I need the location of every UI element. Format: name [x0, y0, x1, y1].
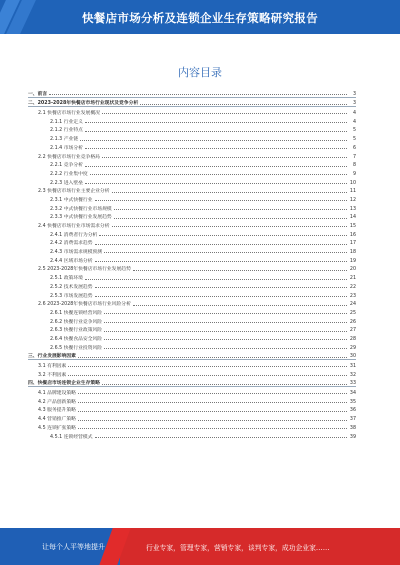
toc-page-number: 28 [349, 336, 356, 342]
toc-entry-text: 一、前言 [28, 91, 48, 97]
toc-page-number: 12 [349, 197, 356, 203]
toc-entry-text: 2.2.1 竞争分析 [50, 163, 83, 169]
toc-entry-text: 2.4.4 区域市场分析 [50, 258, 93, 264]
toc-entry-text: 2.1.3 产业链 [50, 137, 79, 143]
toc-leader-dots [85, 148, 347, 149]
toc-entry[interactable] [28, 229, 356, 238]
toc-entry[interactable] [28, 431, 356, 440]
toc-leader-dots [104, 322, 347, 323]
toc-entry-text: 2.3.2 中式快餐行业市场规模 [50, 206, 112, 212]
toc-page-number: 27 [349, 328, 356, 334]
toc-page-number: 16 [349, 232, 356, 238]
toc-leader-dots [85, 183, 347, 184]
toc-leader-dots [114, 218, 347, 219]
toc-entry[interactable] [28, 369, 356, 378]
toc-leader-dots [80, 140, 347, 141]
toc-entry[interactable] [28, 396, 356, 405]
toc-page-number: 37 [349, 417, 356, 423]
toc-leader-dots [85, 279, 347, 280]
toc-entry[interactable] [28, 133, 356, 142]
toc-leader-dots [95, 287, 347, 288]
toc-leader-dots [68, 375, 347, 376]
toc-entry[interactable] [28, 88, 356, 98]
toc-page-number: 19 [349, 258, 356, 264]
footer-tagline: 行业专家，管理专家，营销专家，谈判专家，成功企业家…… [146, 544, 330, 552]
toc-entry-text: 2.4.3 市场需求规模预测 [50, 250, 103, 256]
toc-leader-dots [104, 339, 347, 340]
toc-entry[interactable] [28, 325, 356, 334]
toc-page-number: 30 [349, 354, 356, 360]
toc-entry[interactable] [28, 107, 356, 116]
toc-entry[interactable] [28, 413, 356, 422]
toc-leader-dots [133, 270, 347, 271]
toc-entry-text: 3.1 有利因素 [38, 364, 67, 369]
toc-entry-text: 2.5 2023-2028年快餐店市场行业发展趋势 [38, 267, 131, 273]
toc-entry-text: 2.6.2 快餐行业竞争风险 [50, 319, 103, 325]
toc-leader-dots [68, 366, 347, 367]
toc-leader-dots [104, 348, 347, 349]
toc-entry[interactable] [28, 116, 356, 125]
toc-entry-text: 4.4 营销推广策略 [38, 417, 76, 423]
toc-page-number: 5 [352, 137, 356, 143]
toc-page-number: 20 [349, 267, 356, 273]
toc-entry[interactable] [28, 186, 356, 195]
toc-page-number: 23 [349, 293, 356, 299]
toc-entry-text: 2.2.2 行业集中度 [50, 171, 88, 177]
page-footer [0, 528, 400, 565]
toc-entry[interactable] [28, 405, 356, 414]
toc-leader-dots [99, 235, 347, 236]
toc-leader-dots [78, 428, 347, 429]
toc-page-number: 10 [349, 180, 356, 186]
toc-entry-text: 2.1 快餐店市场行业发展概况 [38, 111, 100, 117]
toc-page-number: 3 [352, 101, 356, 107]
toc-entry-text: 4.1 品牌建设策略 [38, 391, 76, 397]
toc-entry-text: 4.2 产品创新策略 [38, 399, 76, 405]
toc-entry-text: 4.3 服务提升策略 [38, 408, 76, 414]
toc-leader-dots [133, 305, 347, 306]
toc-page-number: 32 [349, 372, 356, 378]
toc-leader-dots [78, 357, 347, 358]
toc-entry[interactable] [28, 299, 356, 308]
toc-entry-text: 2.1.4 市场分析 [50, 145, 83, 151]
toc-page-number: 13 [349, 206, 356, 212]
toc-entry-text: 2.6.1 快餐连锁经营风险 [50, 310, 103, 316]
document-title: 快餐店市场分析及连锁企业生存策略研究报告 [82, 11, 318, 25]
toc-entry-text: 2.4 快餐店市场行业市场需求分析 [38, 224, 110, 229]
toc-page-number: 29 [349, 345, 356, 351]
toc-leader-dots [104, 313, 347, 314]
toc-entry[interactable] [28, 220, 356, 229]
toc-entry[interactable] [28, 422, 356, 431]
toc-entry-text: 2.1.1 行业定义 [50, 119, 83, 125]
toc-entry-text: 三、行业发展影响因素 [28, 354, 76, 360]
toc-entry[interactable] [28, 125, 356, 134]
toc-entry-text: 2.6 2023-2028年快餐店市场行业风险分析 [38, 302, 131, 308]
toc-leader-dots [95, 296, 347, 297]
toc-entry-text: 二、2023-2028年快餐店市场行业现状及竞争分析 [28, 101, 139, 107]
toc-entry[interactable] [28, 194, 356, 203]
toc-leader-dots [49, 94, 347, 95]
toc-entry[interactable] [28, 264, 356, 273]
toc-entry-text: 2.6.5 快餐行业投资风险 [50, 345, 103, 351]
toc-entry[interactable] [28, 142, 356, 151]
toc-entry[interactable] [28, 203, 356, 212]
table-of-contents [28, 88, 356, 440]
toc-page-number: 15 [349, 224, 356, 229]
toc-entry-text: 四、快餐店市场连锁企业生存策略 [28, 381, 100, 387]
toc-page-number: 33 [349, 381, 356, 387]
toc-page-number: 31 [349, 364, 356, 369]
toc-entry[interactable] [28, 378, 356, 388]
toc-page-number: 5 [352, 128, 356, 134]
toc-page-number: 4 [352, 119, 356, 125]
toc-leader-dots [95, 261, 347, 262]
toc-entry[interactable] [28, 98, 356, 108]
toc-page-number: 6 [352, 145, 356, 151]
toc-entry[interactable] [28, 333, 356, 342]
toc-entry[interactable] [28, 351, 356, 361]
toc-leader-dots [78, 420, 347, 421]
toc-entry-text: 2.5.2 技术发展趋势 [50, 284, 93, 290]
toc-entry-text: 3.2 不利因素 [38, 372, 67, 378]
toc-entry-text: 2.3 快餐店市场行业主要企业分析 [38, 189, 110, 195]
toc-entry-text: 4.5.1 连锁经营模式 [50, 434, 93, 440]
toc-page-number: 4 [352, 111, 356, 117]
toc-entry[interactable] [28, 151, 356, 160]
toc-entry[interactable] [28, 290, 356, 299]
toc-leader-dots [102, 113, 347, 114]
toc-leader-dots [102, 384, 347, 385]
toc-entry-text: 2.3.3 中式快餐行业发展趋势 [50, 215, 112, 221]
toc-page-number: 22 [349, 284, 356, 290]
toc-leader-dots [95, 244, 347, 245]
toc-entry[interactable] [28, 255, 356, 264]
toc-entry[interactable] [28, 272, 356, 281]
toc-entry[interactable] [28, 160, 356, 169]
toc-page-number: 17 [349, 241, 356, 247]
toc-page-number: 38 [349, 425, 356, 431]
toc-page-number: 26 [349, 319, 356, 325]
toc-entry[interactable] [28, 168, 356, 177]
toc-leader-dots [78, 393, 347, 394]
toc-entry[interactable] [28, 246, 356, 255]
toc-entry[interactable] [28, 360, 356, 369]
toc-leader-dots [85, 131, 347, 132]
toc-entry-text: 2.5.1 政策环境 [50, 276, 83, 282]
toc-leader-dots [85, 166, 347, 167]
toc-leader-dots [104, 252, 347, 253]
toc-entry-text: 2.3.1 中式快餐行业 [50, 197, 93, 203]
toc-entry-text: 2.1.2 行业特点 [50, 128, 83, 134]
toc-entry-text: 2.2 快餐店市场行业竞争格局 [38, 154, 100, 160]
toc-leader-dots [90, 174, 347, 175]
toc-page-number: 25 [349, 310, 356, 316]
toc-entry[interactable] [28, 307, 356, 316]
toc-page-number: 9 [352, 171, 356, 177]
toc-entry-text: 2.6.4 快餐食品安全风险 [50, 336, 103, 342]
toc-page-number: 3 [352, 91, 356, 97]
page-header [0, 0, 400, 34]
toc-leader-dots [102, 157, 347, 158]
toc-leader-dots [104, 331, 347, 332]
toc-leader-dots [112, 192, 347, 193]
toc-page-number: 11 [349, 189, 356, 195]
toc-leader-dots [85, 122, 347, 123]
toc-leader-dots [140, 104, 347, 105]
toc-entry[interactable] [28, 387, 356, 396]
toc-leader-dots [95, 437, 347, 438]
toc-entry[interactable] [28, 342, 356, 351]
toc-leader-dots [78, 411, 347, 412]
toc-page-number: 8 [352, 163, 356, 169]
toc-page-number: 14 [349, 215, 356, 221]
toc-entry[interactable] [28, 316, 356, 325]
toc-page-number: 7 [352, 154, 356, 160]
toc-page-number: 36 [349, 408, 356, 414]
footer-slogan: 让每个人平等地提升 [42, 543, 105, 551]
toc-page-number: 34 [349, 391, 356, 397]
toc-page-number: 18 [349, 250, 356, 256]
toc-page-number: 24 [349, 302, 356, 308]
toc-leader-dots [95, 200, 347, 201]
toc-leader-dots [112, 226, 347, 227]
toc-entry-text: 2.2.3 进入壁垒 [50, 180, 83, 186]
toc-entry-text: 2.5.3 市场发展趋势 [50, 293, 93, 299]
toc-heading: 内容目录 [178, 66, 222, 79]
toc-entry-text: 2.4.2 消费需求趋势 [50, 241, 93, 247]
toc-page-number: 21 [349, 276, 356, 282]
toc-entry-text: 2.6.3 快餐行业政策风险 [50, 328, 103, 334]
toc-entry-text: 2.4.1 消费者行为分析 [50, 232, 98, 238]
toc-entry[interactable] [28, 212, 356, 221]
toc-leader-dots [114, 209, 347, 210]
toc-entry-text: 4.5 连锁扩张策略 [38, 425, 76, 431]
toc-leader-dots [78, 402, 347, 403]
toc-entry[interactable] [28, 281, 356, 290]
toc-page-number: 39 [349, 434, 356, 440]
toc-page-number: 35 [349, 399, 356, 405]
toc-entry[interactable] [28, 177, 356, 186]
toc-entry[interactable] [28, 238, 356, 247]
